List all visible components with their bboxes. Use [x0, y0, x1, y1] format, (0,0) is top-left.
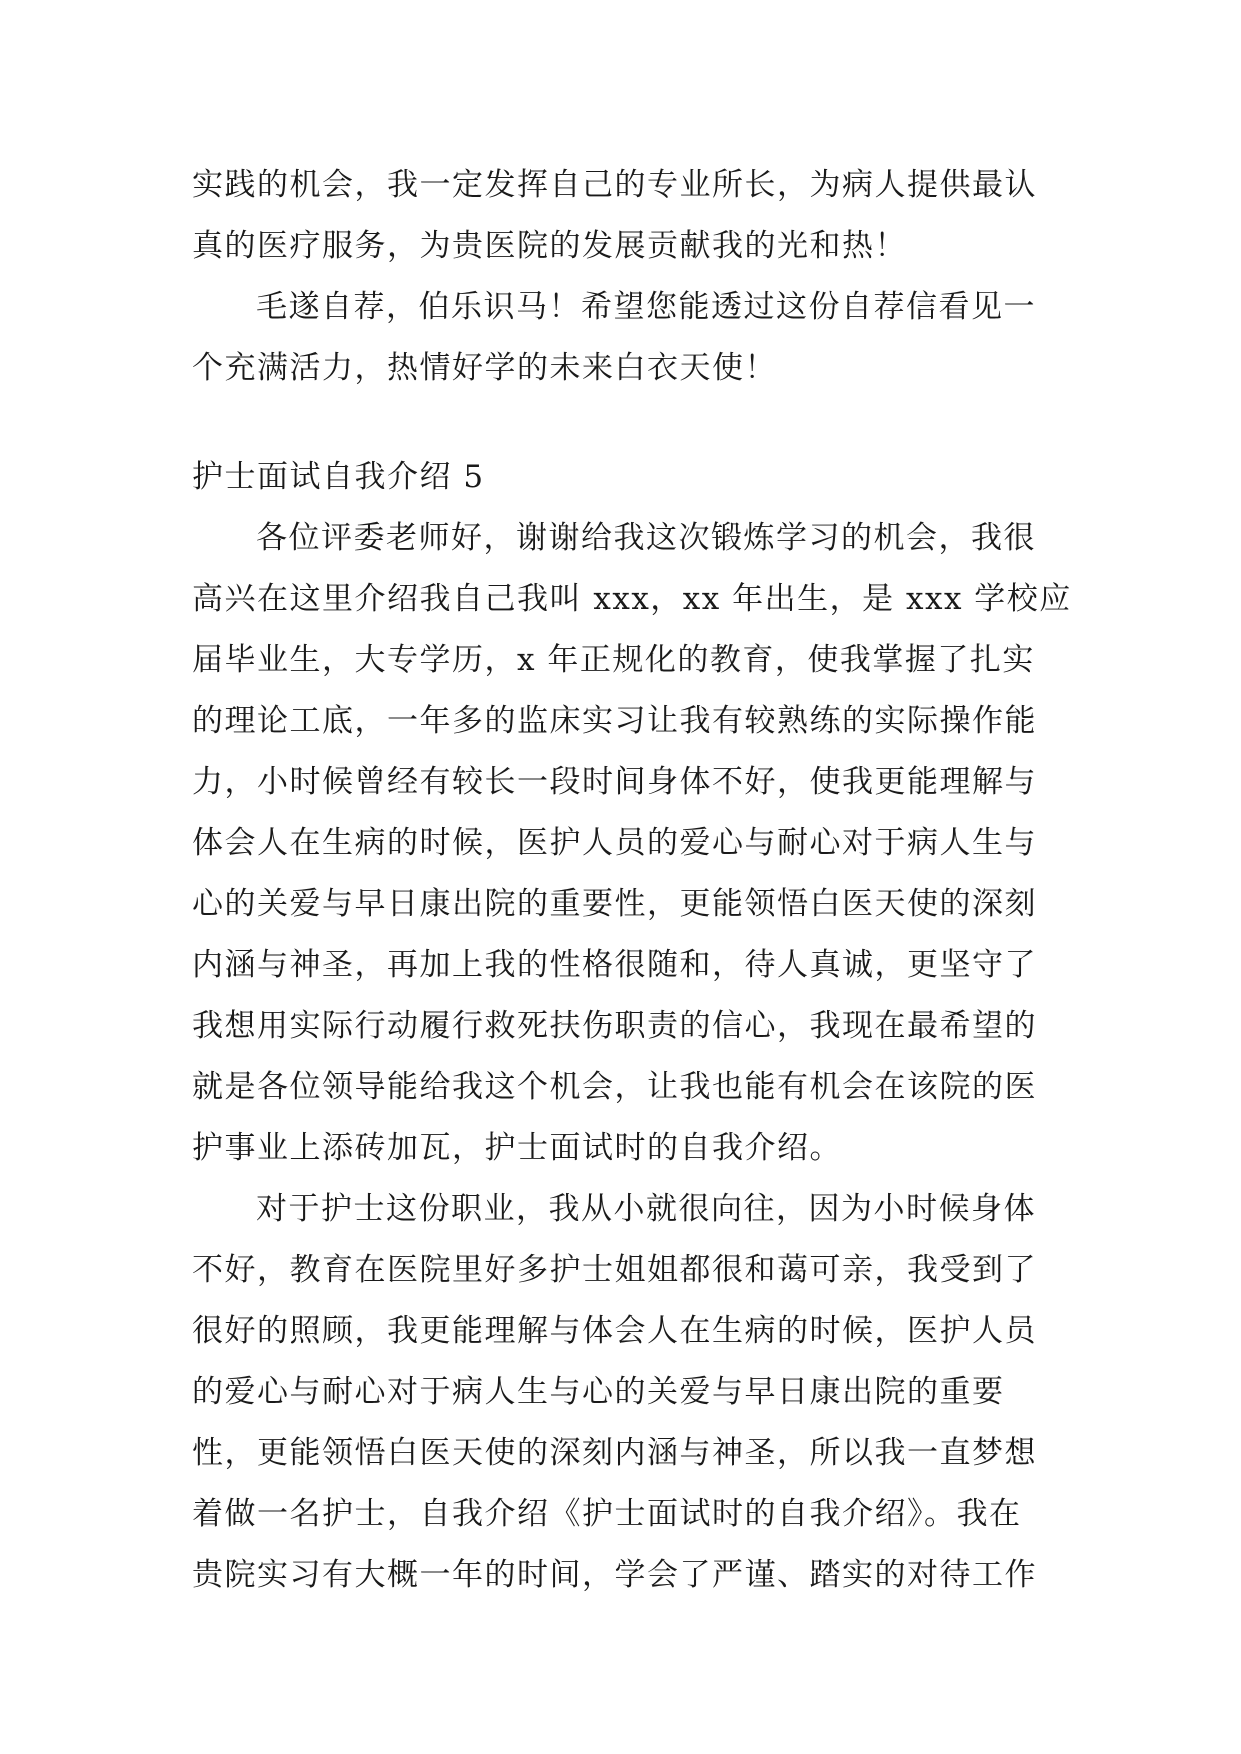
text-line: 高兴在这里介绍我自己我叫 xxx，xx 年出生，是 xxx 学校应: [192, 581, 1072, 617]
text-line: 很好的照顾，我更能理解与体会人在生病的时候，医护人员: [192, 1313, 1037, 1349]
text-line: 我想用实际行动履行救死扶伤职责的信心，我现在最希望的: [192, 1008, 1037, 1044]
text-line: 的理论工底，一年多的监床实习让我有较熟练的实际操作能: [192, 703, 1037, 739]
text-line: 的爱心与耐心对于病人生与心的关爱与早日康出院的重要: [192, 1374, 1005, 1410]
text-line: 心的关爱与早日康出院的重要性，更能领悟白医天使的深刻: [192, 886, 1037, 922]
text-line: 个充满活力，热情好学的未来白衣天使！: [192, 350, 777, 386]
text-line: 体会人在生病的时候，医护人员的爱心与耐心对于病人生与: [192, 825, 1037, 861]
text-line: 不好，教育在医院里好多护士姐姐都很和蔼可亲，我受到了: [192, 1252, 1037, 1288]
text-line: 届毕业生，大专学历，x 年正规化的教育，使我掌握了扎实: [192, 642, 1035, 678]
text-line: 就是各位领导能给我这个机会，让我也能有机会在该院的医: [192, 1069, 1037, 1105]
text-line: 贵院实习有大概一年的时间，学会了严谨、踏实的对待工作: [192, 1557, 1037, 1593]
paragraph-closing-1: [192, 155, 1052, 277]
paragraph-nursing-career: [192, 1179, 1052, 1606]
section-heading: 护士面试自我介绍 5: [192, 459, 485, 495]
text-line: 对于护士这份职业，我从小就很向往，因为小时候身体: [256, 1191, 1036, 1227]
text-line: 毛遂自荐，伯乐识马！希望您能透过这份自荐信看见一: [256, 289, 1036, 325]
text-line: 各位评委老师好，谢谢给我这次锻炼学习的机会，我很: [256, 520, 1036, 556]
paragraph-closing-2: [192, 277, 1052, 399]
text-line: 内涵与神圣，再加上我的性格很随和，待人真诚，更坚守了: [192, 947, 1037, 983]
text-line: 实践的机会，我一定发挥自己的专业所长，为病人提供最认: [192, 167, 1037, 203]
text-line: 性，更能领悟白医天使的深刻内涵与神圣，所以我一直梦想: [192, 1435, 1037, 1471]
text-line: 真的医疗服务，为贵医院的发展贡献我的光和热！: [192, 228, 907, 264]
text-line: 力，小时候曾经有较长一段时间身体不好，使我更能理解与: [192, 764, 1037, 800]
document-body: [192, 155, 1072, 1606]
paragraph-intro: [192, 508, 1072, 1179]
text-line: 着做一名护士，自我介绍《护士面试时的自我介绍》。我在: [192, 1496, 1022, 1532]
text-line: 护事业上添砖加瓦，护士面试时的自我介绍。: [192, 1130, 842, 1166]
